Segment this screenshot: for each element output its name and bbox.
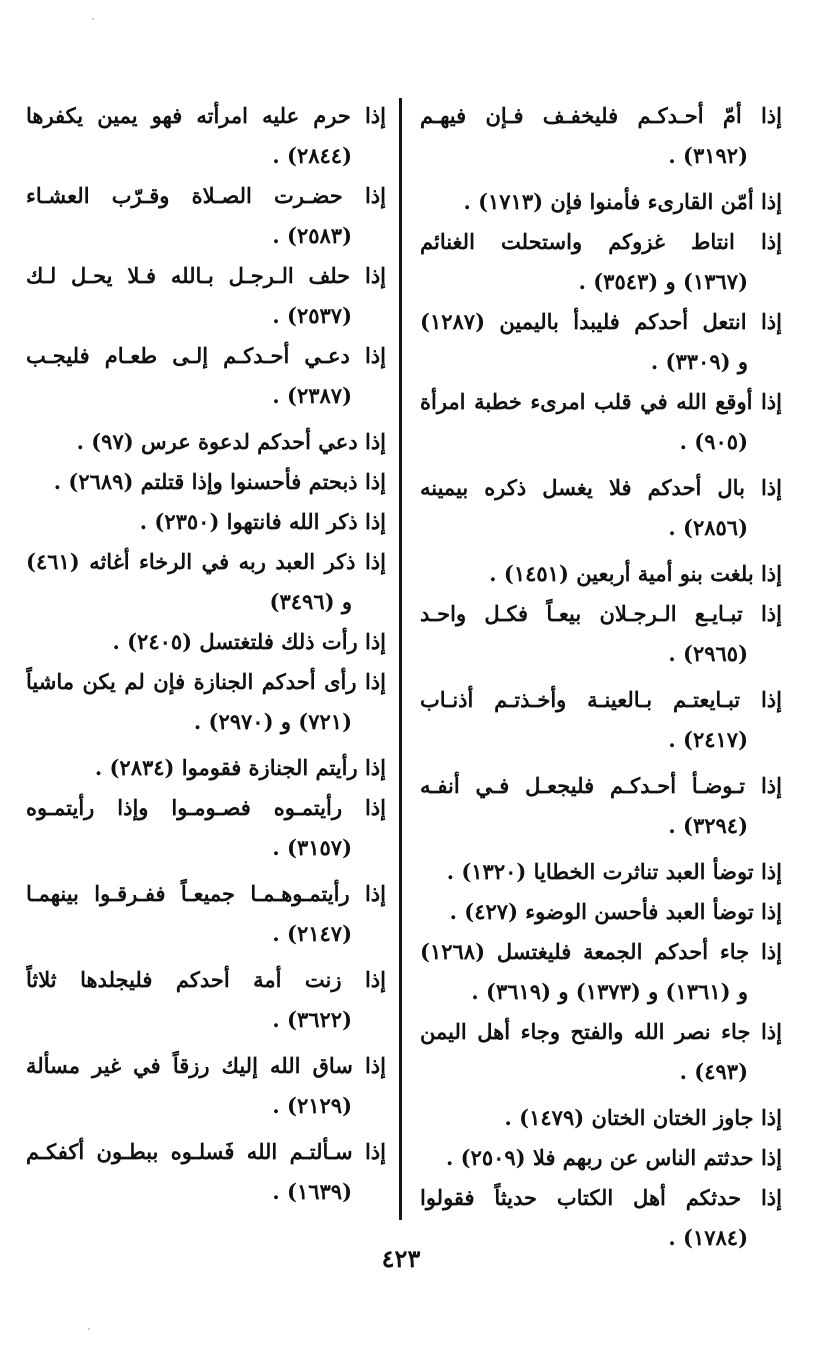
entry-reference: (٢١٤٧) . <box>272 921 352 946</box>
entry-text: إذا تبـايـع الـرجـلان بيعـاً فكـل واحـد <box>420 601 782 626</box>
entry-reference: (٣١٥٧) . <box>272 835 352 860</box>
entry-reference: (٢٥٣٧) . <box>272 303 352 328</box>
scan-speck <box>92 18 94 20</box>
index-entry <box>420 1178 782 1258</box>
entry-reference: (٢٨٤٤) . <box>272 143 352 168</box>
entry-text: إذا ذكر العبد ربه في الرخاء أغاثه (٤٦١) <box>26 549 386 574</box>
entry-text: إذا ذبحتم فأحسنوا وإذا قتلتم (٢٦٨٩) . <box>53 469 386 494</box>
scan-speck <box>88 1328 90 1330</box>
entry-text: إذا أمّ أحـدكـم فليخفـف فـإن فيهـم <box>420 103 782 128</box>
entry-reference: (٤٩٣) . <box>679 1059 748 1084</box>
entry-text: إذا زنت أمة أحدكم فليجلدها ثلاثاً <box>26 967 386 992</box>
index-entry <box>26 788 386 868</box>
entry-text: إذا حلف الـرجـل بـالله فـلا يحـل لـك <box>26 263 386 288</box>
entry-text: إذا سـألتـم الله فَسلـوه ببطـون أكفكـم <box>26 1139 386 1164</box>
entry-reference: (٢٣٨٧) . <box>272 383 352 408</box>
index-entry <box>26 502 386 542</box>
entry-text: إذا ذكر الله فانتهوا (٢٣٥٠) . <box>139 509 386 534</box>
entry-text: إذا جاء نصر الله والفتح وجاء أهل اليمن <box>420 1019 782 1044</box>
entry-text: إذا حدثكم أهل الكتاب حديثاً فقولوا <box>420 1185 782 1210</box>
index-entry <box>420 182 782 222</box>
entry-text: إذا انتاط غزوكم واستحلت الغنائم <box>420 229 782 254</box>
entry-text: إذا جاوز الختان الختان (١٤٧٩) . <box>504 1105 782 1130</box>
entry-reference: و (١٣٦١) و (١٣٧٣) و (٣٦١٩) . <box>471 979 748 1004</box>
index-entry <box>420 766 782 846</box>
entry-reference: (١٦٣٩) . <box>272 1179 352 1204</box>
entry-reference: (٢١٢٩) . <box>272 1093 352 1118</box>
index-column-right <box>420 96 782 1258</box>
index-entry <box>420 932 782 1012</box>
index-entry <box>420 1098 782 1138</box>
entry-text: إذا حدثتم الناس عن ربهم فلا (٢٥٠٩) . <box>445 1145 782 1170</box>
index-entry <box>26 256 386 336</box>
entry-reference: و (٣٤٩٦) <box>269 589 352 614</box>
entry-text: إذا تبـايعتـم بـالعينـة وأخـذتـم أذنـاب <box>420 687 782 712</box>
entry-reference: (٢٩٦٥) . <box>668 641 748 666</box>
entry-text: إذا دعي أحدكم لدعوة عرس (٩٧) . <box>76 429 386 454</box>
index-entry <box>420 222 782 302</box>
index-entry <box>420 468 782 548</box>
index-entry <box>26 96 386 176</box>
index-entry <box>26 1132 386 1212</box>
entry-reference: (٣٦٢٢) . <box>272 1007 352 1032</box>
entry-text: إذا توضأ العبد تناثرت الخطايا (١٣٢٠) . <box>446 859 782 884</box>
index-entry <box>420 892 782 932</box>
index-entry <box>420 680 782 760</box>
entry-text: إذا رأيتمـوه فصـومـوا وإذا رأيتمـوه <box>26 795 386 820</box>
entry-text: إذا حضـرت الصـلاة وقـرّب العشـاء <box>26 183 386 208</box>
index-entry <box>26 622 386 662</box>
entry-text: إذا أوقع الله في قلب امرىء خطبة امرأة <box>420 389 782 414</box>
entry-text: إذا أمّن القارىء فأمنوا فإن (١٧١٣) . <box>463 189 782 214</box>
index-entry <box>26 874 386 954</box>
index-entry <box>26 748 386 788</box>
entry-text: إذا دعـي أحـدكـم إلـى طعـام فليجـب <box>26 343 386 368</box>
index-entry <box>420 1138 782 1178</box>
entry-reference: (٢٨٥٦) . <box>668 515 748 540</box>
entry-reference: (١٣٦٧) و (٣٥٤٣) . <box>578 269 748 294</box>
page-number: ٤٢٣ <box>381 1244 421 1273</box>
entry-reference: (٣١٩٢) . <box>668 143 748 168</box>
index-entry <box>420 1012 782 1092</box>
entry-text: إذا بلغت بنو أمية أربعين (١٤٥١) . <box>489 561 782 586</box>
index-entry <box>420 96 782 176</box>
entry-text: إذا رأى أحدكم الجنازة فإن لم يكن ماشياً <box>26 669 386 694</box>
index-entry <box>26 336 386 416</box>
index-entry <box>26 176 386 256</box>
index-entry <box>26 960 386 1040</box>
entry-text: إذا بال أحدكم فلا يغسل ذكره بيمينه <box>420 475 782 500</box>
entry-text: إذا رأيتم الجنازة فقوموا (٢٨٣٤) . <box>94 755 386 780</box>
index-entry <box>26 462 386 502</box>
entry-text: إذا حرم عليه امرأته فهو يمين يكفرها <box>26 103 386 128</box>
entry-text: إذا جاء أحدكم الجمعة فليغتسل (١٢٦٨) <box>420 939 782 964</box>
index-entry <box>420 852 782 892</box>
index-entry <box>26 662 386 742</box>
entry-reference: (١٧٨٤) . <box>668 1225 748 1250</box>
index-column-left <box>26 96 386 1212</box>
entry-reference: (٢٤١٧) . <box>668 727 748 752</box>
column-divider <box>399 98 402 1220</box>
entry-reference: (٢٥٨٣) . <box>272 223 352 248</box>
entry-reference: (٧٢١) و (٢٩٧٠) . <box>193 709 352 734</box>
index-entry <box>420 302 782 382</box>
entry-text: إذا رأت ذلك فلتغتسل (٢٤٠٥) . <box>112 629 386 654</box>
entry-text: إذا ساق الله إليك رزقاً في غير مسألة <box>26 1053 386 1078</box>
entry-reference: و (٣٣٠٩) . <box>650 349 748 374</box>
index-entry <box>420 554 782 594</box>
index-entry <box>26 422 386 462</box>
entry-reference: (٣٢٩٤) . <box>668 813 748 838</box>
index-entry <box>420 382 782 462</box>
index-entry <box>26 1046 386 1126</box>
index-entry <box>26 542 386 622</box>
index-entry <box>420 594 782 674</box>
entry-text: إذا رأيتمـوهـمـا جميعـاً ففـرقـوا بينهمـا <box>26 881 386 906</box>
entry-text: إذا توضأ العبد فأحسن الوضوء (٤٢٧) . <box>449 899 782 924</box>
entry-reference: (٩٠٥) . <box>679 429 748 454</box>
entry-text: إذا انتعل أحدكم فليبدأ باليمين (١٢٨٧) <box>420 309 782 334</box>
entry-text: إذا تـوضـأ أحـدكـم فليجعـل فـي أنفـه <box>420 773 782 798</box>
